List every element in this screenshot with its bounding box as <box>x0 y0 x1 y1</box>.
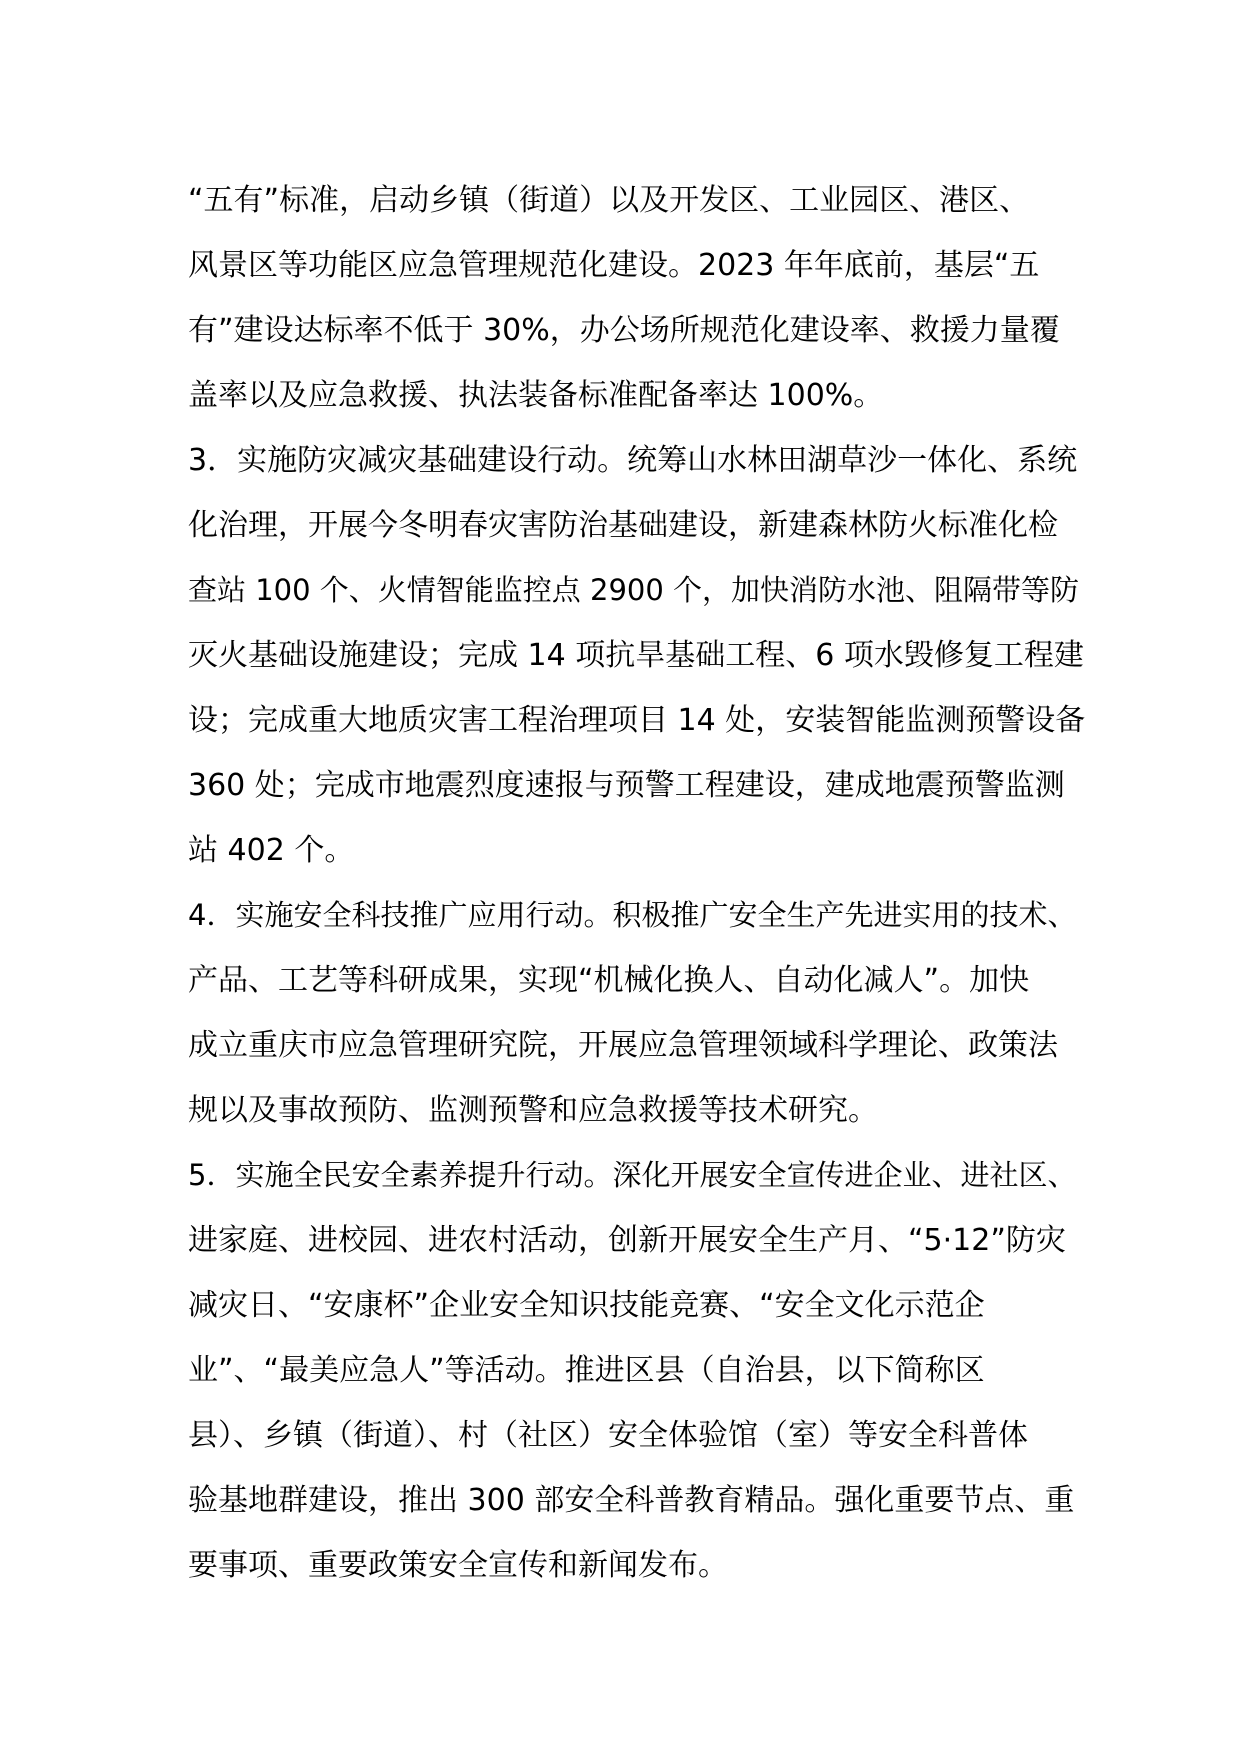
text-line: 成立重庆市应急管理研究院，开展应急管理领域科学理论、政策法 <box>188 1028 1058 1063</box>
text-line: “五有”标准，启动乡镇（街道）以及开发区、工业园区、港区、 <box>188 183 1030 218</box>
text-line: 风景区等功能区应急管理规范化建设。2023 年年底前，基层“五 <box>188 248 1040 283</box>
document-body <box>188 168 1086 1598</box>
text-line: 灭火基础设施建设；完成 14 项抗旱基础工程、6 项水毁修复工程建 <box>188 638 1084 673</box>
text-line: 规以及事故预防、监测预警和应急救援等技术研究。 <box>188 1093 878 1128</box>
text-line: 5．实施全民安全素养提升行动。深化开展安全宣传进企业、进社区、 <box>188 1158 1077 1192</box>
text-line: 360 处；完成市地震烈度速报与预警工程建设，建成地震预警监测 <box>188 768 1065 803</box>
text-line: 盖率以及应急救援、执法装备标准配备率达 100%。 <box>188 378 884 413</box>
text-line: 减灾日、“安康杯”企业安全知识技能竞赛、“安全文化示范企 <box>188 1288 985 1323</box>
text-line: 有”建设达标率不低于 30%，办公场所规范化建设率、救援力量覆 <box>188 313 1060 348</box>
text-line: 业”、“最美应急人”等活动。推进区县（自治县，以下简称区 <box>188 1353 985 1388</box>
text-line: 产品、工艺等科研成果，实现“机械化换人、自动化减人”。加快 <box>188 963 1030 998</box>
text-line: 县）、乡镇（街道）、村（社区）安全体验馆（室）等安全科普体 <box>188 1418 1028 1453</box>
text-line: 要事项、重要政策安全宣传和新闻发布。 <box>188 1548 728 1583</box>
text-line: 站 402 个。 <box>188 833 355 868</box>
text-line: 设；完成重大地质灾害工程治理项目 14 处，安装智能监测预警设备 <box>188 703 1086 738</box>
text-line: 进家庭、进校园、进农村活动，创新开展安全生产月、“5·12”防灾 <box>188 1223 1066 1258</box>
text-line: 查站 100 个、火情智能监控点 2900 个，加快消防水池、阻隔带等防 <box>188 573 1080 607</box>
text-line: 化治理，开展今冬明春灾害防治基础建设，新建森林防火标准化检 <box>188 508 1058 543</box>
text-line: 验基地群建设，推出 300 部安全科普教育精品。强化重要节点、重 <box>188 1483 1075 1518</box>
text-line: 3．实施防灾减灾基础建设行动。统筹山水林田湖草沙一体化、系统 <box>188 443 1078 478</box>
text-line: 4．实施安全科技推广应用行动。积极推广安全生产先进实用的技术、 <box>188 898 1077 932</box>
